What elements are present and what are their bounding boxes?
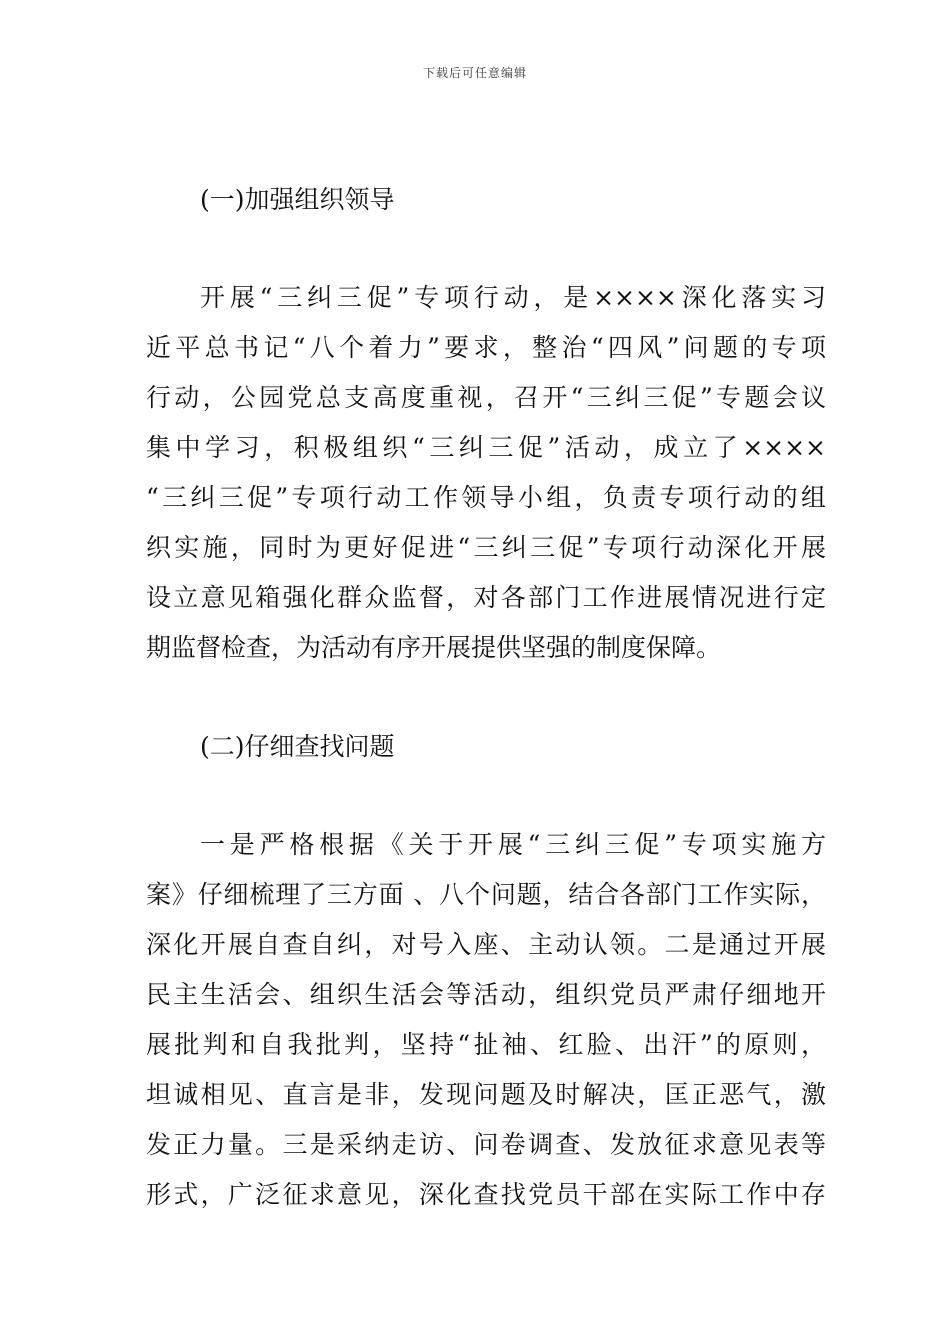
paragraph-line: 近平总书记“八个着力”要求，整治“四风”问题的专项 [146, 333, 826, 362]
section-1-paragraph [146, 273, 826, 673]
paragraph-line: 坦诚相见、直言是非，发现问题及时解决，匡正恶气，激 [146, 1080, 826, 1109]
page-header: 下载后可任意编辑 [422, 66, 527, 80]
paragraph-line: 形式，广泛征求意见，深化查找党员干部在实际工作中存 [146, 1180, 826, 1209]
paragraph-line: 行动，公园党总支高度重视，召开“三纠三促”专题会议 [146, 383, 826, 412]
section-2-heading: (二)仔细查找问题 [200, 732, 395, 761]
paragraph-line: 设立意见箱强化群众监督，对各部门工作进展情况进行定 [146, 583, 826, 612]
section-1-heading: (一)加强组织领导 [200, 185, 395, 214]
paragraph-line: “三纠三促”专项行动工作领导小组，负责专项行动的组 [146, 483, 826, 512]
paragraph-line: 一是严格根据《关于开展“三纠三促”专项实施方 [200, 830, 826, 859]
paragraph-line: 集中学习，积极组织“三纠三促”活动，成立了×××× [146, 433, 826, 462]
paragraph-line: 深化开展自查自纠，对号入座、主动认领。二是通过开展 [146, 930, 826, 959]
paragraph-line: 案》仔细梳理了三方面 、八个问题，结合各部门工作实际， [146, 880, 826, 909]
paragraph-line: 民主生活会、组织生活会等活动，组织党员严肃仔细地开 [146, 980, 826, 1009]
paragraph-line: 展批判和自我批判，坚持“扯袖、红脸、出汗”的原则， [146, 1030, 826, 1059]
paragraph-line: 织实施，同时为更好促进“三纠三促”专项行动深化开展 [146, 533, 826, 562]
paragraph-line: 开展“三纠三促”专项行动，是××××深化落实习 [200, 283, 826, 312]
section-2-paragraph [146, 820, 826, 1220]
paragraph-line: 发正力量。三是采纳走访、问卷调查、发放征求意见表等 [146, 1130, 826, 1159]
paragraph-line: 期监督检查，为活动有序开展提供坚强的制度保障。 [146, 633, 722, 662]
